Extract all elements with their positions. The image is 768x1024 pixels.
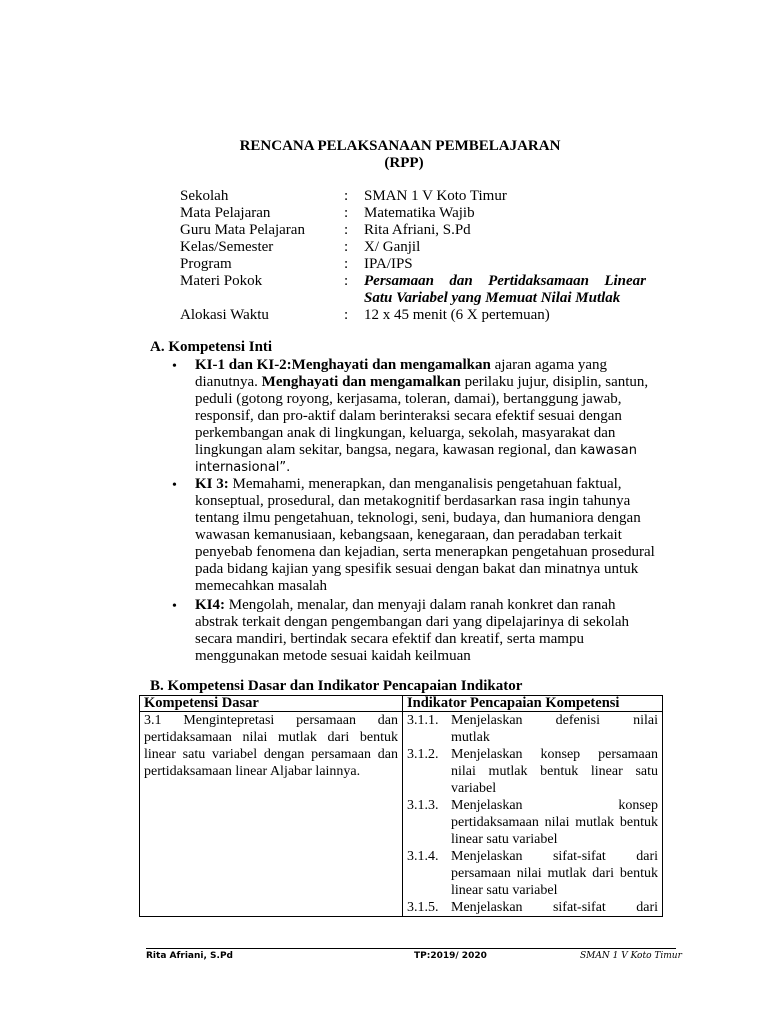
table-header-row [140,696,663,712]
indicator-text [451,746,658,797]
ki-bold: Menghayati dan mengamalkan [261,374,461,390]
ki-item-4 [195,597,655,665]
bullet-icon: • [172,359,177,374]
info-colon: : [344,222,349,238]
indicator-text-rest: mutlak [451,730,490,745]
info-value: Matematika Wajib [364,205,475,221]
footer-divider [146,948,676,949]
footer-author: Rita Afriani, S.Pd [146,951,233,961]
ki-text: perilaku jujur, disiplin, santun, peduli (gotong royong, kerjasama, toleran, damai), bertanggung jawab, responsif, dan pro-aktif dalam berinteraksi secara efektif sesuai dengan perkembangan anak di lingkungan, keluarga, sekolah, masyarakat dan lingkungan alam sekitar, bangsa, negara, kawasan regional, dan [195,374,649,458]
bullet-icon: • [172,599,177,614]
indicator-cell [403,712,663,917]
indicator-text-rest: pertidaksamaan nilai mutlak bentuk linear satu variabel [451,815,658,847]
ki-head: KI-1 dan KI-2:Menghayati dan mengamalkan [195,357,491,373]
materi-line-1: Persamaan dan Pertidaksamaan Linear [364,273,646,289]
indicator-number: 3.1.2. [407,747,439,762]
footer-year: TP:2019/ 2020 [414,951,487,961]
info-label: Alokasi Waktu [180,307,269,323]
indicator-text [451,797,658,848]
info-colon: : [344,273,349,289]
info-value: X/ Ganjil [364,239,421,255]
info-colon: : [344,307,349,323]
info-colon: : [344,205,349,221]
info-label: Sekolah [180,188,229,204]
ki-item-1 [195,357,655,476]
info-colon: : [344,188,349,204]
info-value: Rita Afriani, S.Pd [364,222,471,238]
indicator-text-first: Menjelaskan konsep [451,798,658,813]
indicator-text-first: Menjelaskan sifat-sifat dari [451,849,658,864]
info-colon: : [344,239,349,255]
info-label: Materi Pokok [180,273,263,289]
indicator-item [407,797,658,848]
indicator-text-first: Menjelaskan konsep persamaan [451,747,658,762]
info-label: Program [180,256,232,272]
info-row-alokasi [180,307,650,324]
indicator-item [407,899,658,916]
info-value: IPA/IPS [364,256,413,272]
table-row [140,712,663,917]
info-row-guru [180,222,650,239]
ki-text: Memahami, menerapkan, dan menganalisis pengetahuan faktual, konseptual, prosedural, dan metakognitif berdasarkan rasa ingin tahunya tentang ilmu pengetahuan, teknologi, seni, budaya, dan humaniora dengan wawasan kemanusiaan, kebangsaan, kenegaraan, dan peradaban terkait penyebab fenomena dan kejadian, serta menerapkan pengetahuan prosedural pada bidang kajian yang spesifik sesuai dengan bakat dan minatnya untuk memecahkan masalah [195,476,655,594]
document-subtitle: (RPP) [384,155,424,171]
identity-block [180,188,650,324]
ki-head: KI 3: [195,476,229,492]
indicator-number: 3.1.1. [407,713,439,728]
footer-school: SMAN 1 V Koto Timur [580,951,682,961]
table-header-indikator: Indikator Pencapaian Kompetensi [403,696,663,712]
indicator-text-rest: persamaan nilai mutlak dari bentuk linear satu variabel [451,866,658,898]
indicator-item [407,712,658,746]
indicator-item [407,848,658,899]
info-row-materi [180,273,650,307]
ki-text: Mengolah, menalar, dan menyaji dalam ranah konkret dan ranah abstrak terkait dengan pengembangan dari yang dipelajarinya di sekolah secara mandiri, bertindak secara efektif dan kreatif, serta mampu menggunakan metode sesuai kaidah keilmuan [195,597,630,664]
section-heading-kompetensi-dasar: B. Kompetensi Dasar dan Indikator Pencapaian Indikator [150,678,523,694]
kd-cell: 3.1 Mengintepretasi persamaan dan pertidaksamaan nilai mutlak dari bentuk linear satu variabel dengan persamaan dan pertidaksamaan linear Aljabar lainnya. [140,712,403,917]
info-row-program [180,256,650,273]
indicator-number: 3.1.4. [407,849,439,864]
indicator-number: 3.1.5. [407,900,439,915]
indicator-number: 3.1.3. [407,798,439,813]
info-label: Guru Mata Pelajaran [180,222,305,238]
indicator-item [407,746,658,797]
ki-text: ajaran agama yang dianutnya. [195,357,608,390]
info-row-sekolah [180,188,650,205]
info-value: 12 x 45 menit (6 X pertemuan) [364,307,550,323]
info-value: SMAN 1 V Koto Timur [364,188,507,204]
section-heading-kompetensi-inti: A. Kompetensi Inti [150,339,273,355]
bullet-icon: • [172,478,177,493]
info-row-mata-pelajaran [180,205,650,222]
table-header-kd: Kompetensi Dasar [140,696,403,712]
indicator-text-first: Menjelaskan defenisi nilai [451,713,658,728]
ki-head: KI4: [195,597,225,613]
info-label: Kelas/Semester [180,239,274,255]
info-colon: : [344,256,349,272]
info-row-kelas [180,239,650,256]
document-title: RENCANA PELAKSANAAN PEMBELAJARAN [239,138,561,154]
materi-line-2: Satu Variabel yang Memuat Nilai Mutlak [364,290,621,306]
kompetensi-table [139,695,663,917]
info-value-materi [364,273,646,307]
indicator-text-first: Menjelaskan sifat-sifat dari [451,900,658,915]
indicator-text [451,712,658,746]
indicator-text [451,848,658,899]
info-label: Mata Pelajaran [180,205,271,221]
ki-text-tail: kawasan internasional”. [195,443,637,475]
ki-item-3 [195,476,655,595]
indicator-text [451,899,658,916]
indicator-text-rest: nilai mutlak bentuk linear satu variabel [451,764,658,796]
